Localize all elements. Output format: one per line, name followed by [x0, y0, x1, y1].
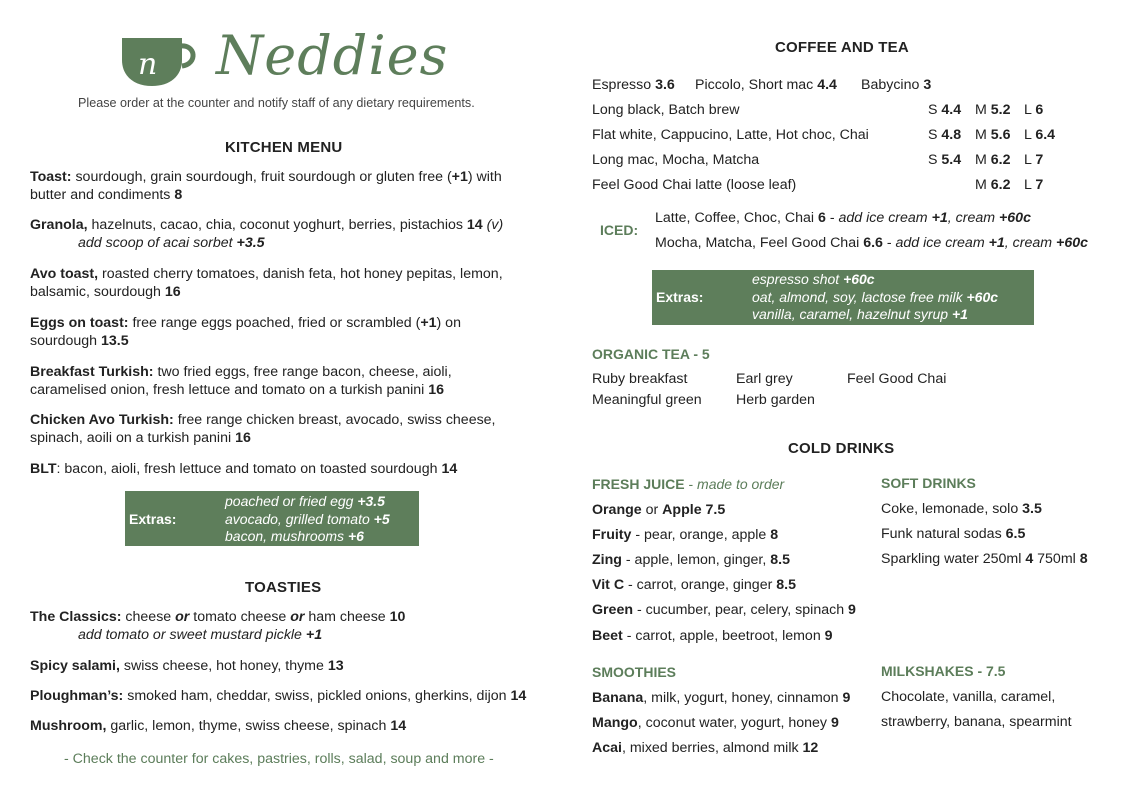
extras-line: vanilla, caramel, hazelnut syrup +1 — [752, 306, 968, 322]
coffee-cup-icon — [120, 34, 200, 90]
menu-item-spicy-salami: Spicy salami, swiss cheese, hot honey, thyme 13 — [30, 658, 344, 674]
menu-item-eggs — [30, 314, 461, 350]
milkshakes-title: MILKSHAKES - 7.5 — [881, 663, 1006, 679]
item-price: 14 — [441, 461, 458, 477]
item-name: Avo toast, — [30, 266, 99, 282]
iced-label: ICED: — [600, 222, 639, 238]
juice-item: Orange or Apple 7.5 — [592, 502, 726, 518]
menu-item-avo-toast — [30, 265, 503, 301]
size-s: S 4.8 — [928, 127, 962, 143]
menu-item-blt — [30, 460, 457, 478]
counter-note: - Check the counter for cakes, pastries, rolls, salad, soup and more - — [64, 751, 494, 767]
soft-drinks-title: SOFT DRINKS — [881, 475, 976, 491]
extras-line: poached or fried egg +3.5 — [225, 493, 385, 509]
item-name: BLT — [30, 461, 57, 477]
coffee-row: Long mac, Mocha, Matcha — [592, 152, 760, 168]
milkshake-line: strawberry, banana, spearmint — [881, 714, 1072, 730]
coffee-extras-box — [652, 270, 1034, 325]
item-name: Breakfast Turkish: — [30, 364, 154, 380]
item-desc: ) with — [467, 169, 502, 185]
item-desc: balsamic, sourdough — [30, 284, 165, 300]
tea-item: Ruby breakfast — [592, 371, 688, 387]
coffee-row-short: Piccolo, Short mac 4.4 — [695, 77, 837, 93]
smoothies-title: SMOOTHIES — [592, 664, 677, 680]
coffee-row-short: Babycino 3 — [861, 77, 932, 93]
extras-line: oat, almond, soy, lactose free milk +60c — [752, 288, 999, 305]
item-name: Toast: — [30, 169, 72, 185]
size-l: L 7 — [1024, 177, 1044, 193]
item-price: 16 — [428, 382, 445, 398]
brand-name: Neddies — [216, 24, 449, 87]
soft-drink-item: Sparkling water 250ml 4 750ml 8 — [881, 551, 1088, 567]
menu-item-toast — [30, 168, 502, 204]
item-desc: sourdough — [30, 333, 101, 349]
item-desc: ) on — [436, 315, 461, 331]
menu-item-chicken-avo — [30, 411, 496, 447]
juice-item: Zing - apple, lemon, ginger, 8.5 — [592, 552, 790, 568]
kitchen-title: KITCHEN MENU — [225, 139, 343, 156]
size-l: L 6.4 — [1024, 127, 1056, 143]
tagline: Please order at the counter and notify staff of any dietary requirements. — [78, 96, 475, 110]
juice-item: Vit C - carrot, orange, ginger 8.5 — [592, 577, 796, 593]
item-subprice: +3.5 — [236, 235, 265, 251]
soft-drink-item: Funk natural sodas 6.5 — [881, 526, 1026, 542]
cold-drinks-title: COLD DRINKS — [788, 440, 895, 457]
item-price: 14 — [466, 217, 483, 233]
coffee-row: Flat white, Cappucino, Latte, Hot choc, Chai — [592, 127, 869, 143]
smoothie-item: Banana, milk, yogurt, honey, cinnamon 9 — [592, 690, 851, 706]
item-desc: spinach, aoili on a turkish panini — [30, 430, 236, 446]
size-m: M 5.6 — [975, 127, 1011, 143]
item-name: Eggs on toast: — [30, 315, 129, 331]
item-price: 8 — [174, 187, 183, 203]
tea-item: Earl grey — [736, 371, 793, 387]
item-name: Chicken Avo Turkish: — [30, 412, 174, 428]
item-tag: (v) — [482, 217, 504, 233]
menu-item-breakfast-turkish — [30, 363, 452, 399]
tea-item: Meaningful green — [592, 392, 702, 408]
menu-item-ploughmans: Ploughman’s: smoked ham, cheddar, swiss, pickled onions, gherkins, dijon 14 — [30, 688, 527, 704]
coffee-row: Long black, Batch brew — [592, 102, 740, 118]
menu-item-classics: The Classics: cheese or tomato cheese or ham cheese 10 add tomato or sweet mustard pickle +1 — [30, 609, 406, 643]
item-price: 16 — [235, 430, 251, 446]
extras-line: avocado, grilled tomato +5 — [225, 510, 390, 527]
tea-item: Herb garden — [736, 392, 815, 408]
size-l: L 7 — [1024, 152, 1044, 168]
item-extra: +1 — [420, 315, 437, 331]
organic-tea-title: ORGANIC TEA - 5 — [592, 346, 710, 362]
size-s: S 5.4 — [928, 152, 962, 168]
soft-drink-item: Coke, lemonade, solo 3.5 — [881, 501, 1042, 517]
coffee-title: COFFEE AND TEA — [775, 39, 909, 56]
menu-item-mushroom: Mushroom, garlic, lemon, thyme, swiss cheese, spinach 14 — [30, 718, 407, 734]
fresh-juice-title: FRESH JUICE - made to order — [592, 476, 785, 492]
smoothie-item: Mango, coconut water, yogurt, honey 9 — [592, 715, 839, 731]
item-desc: free range eggs poached, fried or scrambled ( — [128, 315, 421, 331]
size-m: M 6.2 — [975, 177, 1011, 193]
coffee-row: Feel Good Chai latte (loose leaf) — [592, 177, 797, 193]
item-desc: : bacon, aioli, fresh lettuce and tomato on toasted sourdough — [56, 461, 442, 477]
coffee-row-short: Espresso 3.6 — [592, 77, 675, 93]
item-sub: add scoop of acai sorbet — [78, 235, 237, 251]
item-extra: +1 — [451, 169, 468, 185]
item-desc: sourdough, grain sourdough, fruit sourdough or gluten free ( — [71, 169, 452, 185]
extras-line: bacon, mushrooms +6 — [225, 528, 364, 544]
item-desc: free range chicken breast, avocado, swiss cheese, — [173, 412, 496, 428]
extras-line: espresso shot +60c — [752, 271, 875, 287]
toasties-title: TOASTIES — [245, 579, 322, 596]
kitchen-extras-box — [125, 491, 419, 546]
svg-text:n: n — [138, 47, 158, 82]
tea-item: Feel Good Chai — [847, 371, 947, 387]
logo — [120, 24, 450, 94]
extras-label: Extras: — [129, 511, 177, 527]
size-m: M 5.2 — [975, 102, 1011, 118]
juice-item: Beet - carrot, apple, beetroot, lemon 9 — [592, 628, 833, 644]
menu-item-granola — [30, 216, 503, 252]
iced-line: Latte, Coffee, Choc, Chai 6 - add ice cream +1, cream +60c — [655, 210, 1031, 226]
extras-label: Extras: — [656, 289, 704, 305]
iced-line: Mocha, Matcha, Feel Good Chai 6.6 - add ice cream +1, cream +60c — [655, 235, 1088, 251]
item-desc: two fried eggs, free range bacon, cheese, aioli, — [153, 364, 452, 380]
item-name: Granola, — [30, 217, 88, 233]
item-price: 16 — [164, 284, 181, 300]
size-m: M 6.2 — [975, 152, 1011, 168]
juice-item: Green - cucumber, pear, celery, spinach 9 — [592, 602, 856, 618]
smoothie-item: Acai, mixed berries, almond milk 12 — [592, 740, 819, 756]
juice-item: Fruity - pear, orange, apple 8 — [592, 527, 779, 543]
size-l: L 6 — [1024, 102, 1044, 118]
size-s: S 4.4 — [928, 102, 962, 118]
item-desc: roasted cherry tomatoes, danish feta, hot honey pepitas, lemon, — [98, 266, 503, 282]
item-desc: butter and condiments — [30, 187, 175, 203]
item-desc: caramelised onion, fresh lettuce and tomato on a turkish panini — [30, 382, 429, 398]
milkshake-line: Chocolate, vanilla, caramel, — [881, 689, 1056, 705]
item-desc: hazelnuts, cacao, chia, coconut yoghurt, berries, pistachios — [87, 217, 467, 233]
item-price: 13.5 — [101, 333, 129, 349]
